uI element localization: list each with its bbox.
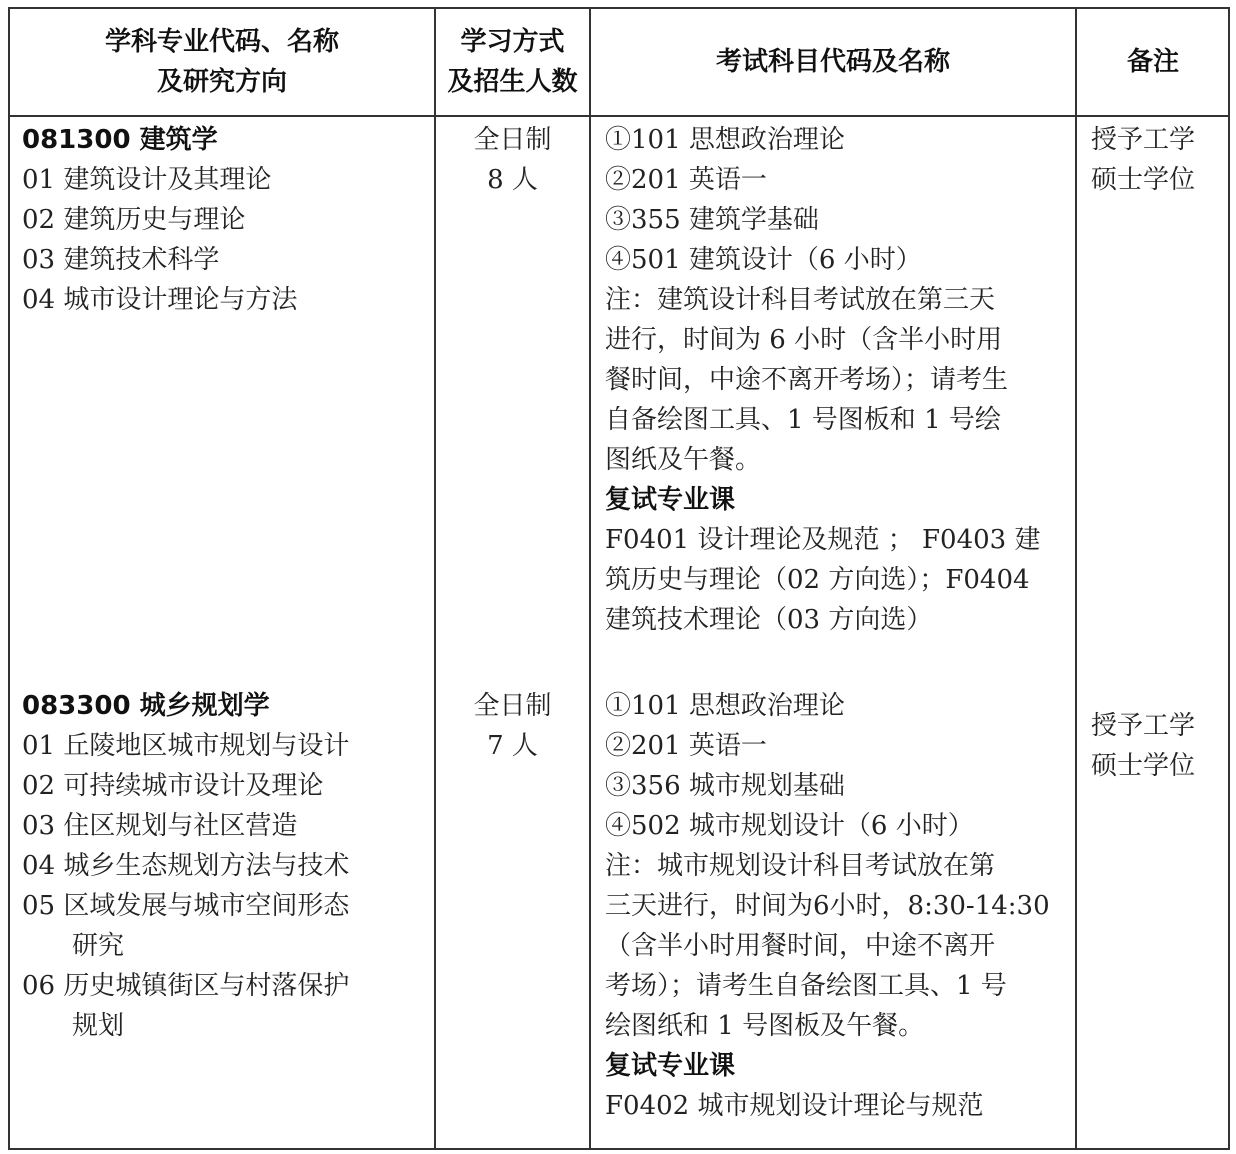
direction-item: 03 建筑技术科学 [22,245,220,275]
remark-cell [1091,120,1195,200]
header-text: 备注 [1126,47,1179,77]
exam-cell [605,686,1050,1126]
enrollment-count: 7 人 [487,731,538,761]
study-mode: 全日制 [473,691,552,721]
remark-line: 授予工学 [1091,711,1196,741]
exam-line: ③356 城市规划基础 [605,771,845,801]
exam-note: 餐时间，中途不离开考场）；请考生 [605,365,1009,395]
exam-cell [605,120,1040,640]
major-cell [22,120,297,320]
remark-line: 硕士学位 [1091,751,1196,781]
direction-item: 05 区域发展与城市空间形态 [22,891,350,921]
direction-item: 06 历史城镇街区与村落保护 [22,971,350,1001]
exam-note: 考场）；请考生自备绘图工具、1 号 [605,971,1007,1001]
retest-label: 复试专业课 [605,485,736,515]
direction-item: 02 建筑历史与理论 [22,205,246,235]
header-text: 考试科目代码及名称 [715,47,950,77]
retest-line: F0402 城市规划设计理论与规范 [605,1091,984,1121]
exam-note: 三天进行，时间为6小时，8:30-14:30 [605,891,1050,921]
column-divider [1075,7,1077,1150]
exam-note: 进行，时间为 6 小时（含半小时用 [605,325,1003,355]
study-mode: 全日制 [473,125,552,155]
exam-line: ①101 思想政治理论 [605,125,845,155]
exam-line: ①101 思想政治理论 [605,691,845,721]
header-study-mode [436,9,589,115]
direction-item: 04 城市设计理论与方法 [22,285,298,315]
remark-cell [1091,706,1195,786]
direction-item: 02 可持续城市设计及理论 [22,771,324,801]
header-divider [8,115,1230,117]
study-mode-cell [436,120,589,200]
exam-note: 自备绘图工具、1 号图板和 1 号绘 [605,405,1001,435]
remark-line: 授予工学 [1091,125,1196,155]
header-text: 学科专业代码、名称 [104,27,339,57]
remark-line: 硕士学位 [1091,165,1196,195]
direction-item: 01 丘陵地区城市规划与设计 [22,731,350,761]
header-text: 及招生人数 [447,67,578,97]
major-title: 081300 建筑学 [22,125,218,155]
header-major [10,9,434,115]
direction-item: 04 城乡生态规划方法与技术 [22,851,350,881]
header-exam-subjects [591,9,1075,115]
study-mode-cell [436,686,589,766]
exam-note: 注：建筑设计科目考试放在第三天 [605,285,996,315]
exam-line: ③355 建筑学基础 [605,205,819,235]
direction-item: 01 建筑设计及其理论 [22,165,272,195]
retest-line: 筑历史与理论（02 方向选）；F0404 [605,565,1030,595]
exam-line: ④502 城市规划设计（6 小时） [605,811,974,841]
retest-line: F0401 设计理论及规范 ； F0403 建 [605,525,1041,555]
enrollment-count: 8 人 [487,165,538,195]
major-title: 083300 城乡规划学 [22,691,270,721]
exam-line: ②201 英语一 [605,731,767,761]
retest-label: 复试专业课 [605,1051,736,1081]
exam-note: 图纸及午餐。 [605,445,762,475]
exam-note: （含半小时用餐时间，中途不离开 [605,931,996,961]
exam-line: ④501 建筑设计（6 小时） [605,245,922,275]
header-text: 学习方式 [460,27,565,57]
direction-item-continued: 规划 [72,1011,125,1041]
major-cell [22,686,349,1046]
direction-item: 03 住区规划与社区营造 [22,811,298,841]
exam-note: 注：城市规划设计科目考试放在第 [605,851,996,881]
retest-line: 建筑技术理论（03 方向选） [605,605,933,635]
direction-item-continued: 研究 [72,931,125,961]
header-remarks [1077,9,1229,115]
exam-note: 绘图纸和 1 号图板及午餐。 [605,1011,925,1041]
header-text: 及研究方向 [156,67,287,97]
exam-line: ②201 英语一 [605,165,767,195]
column-divider [589,7,591,1150]
